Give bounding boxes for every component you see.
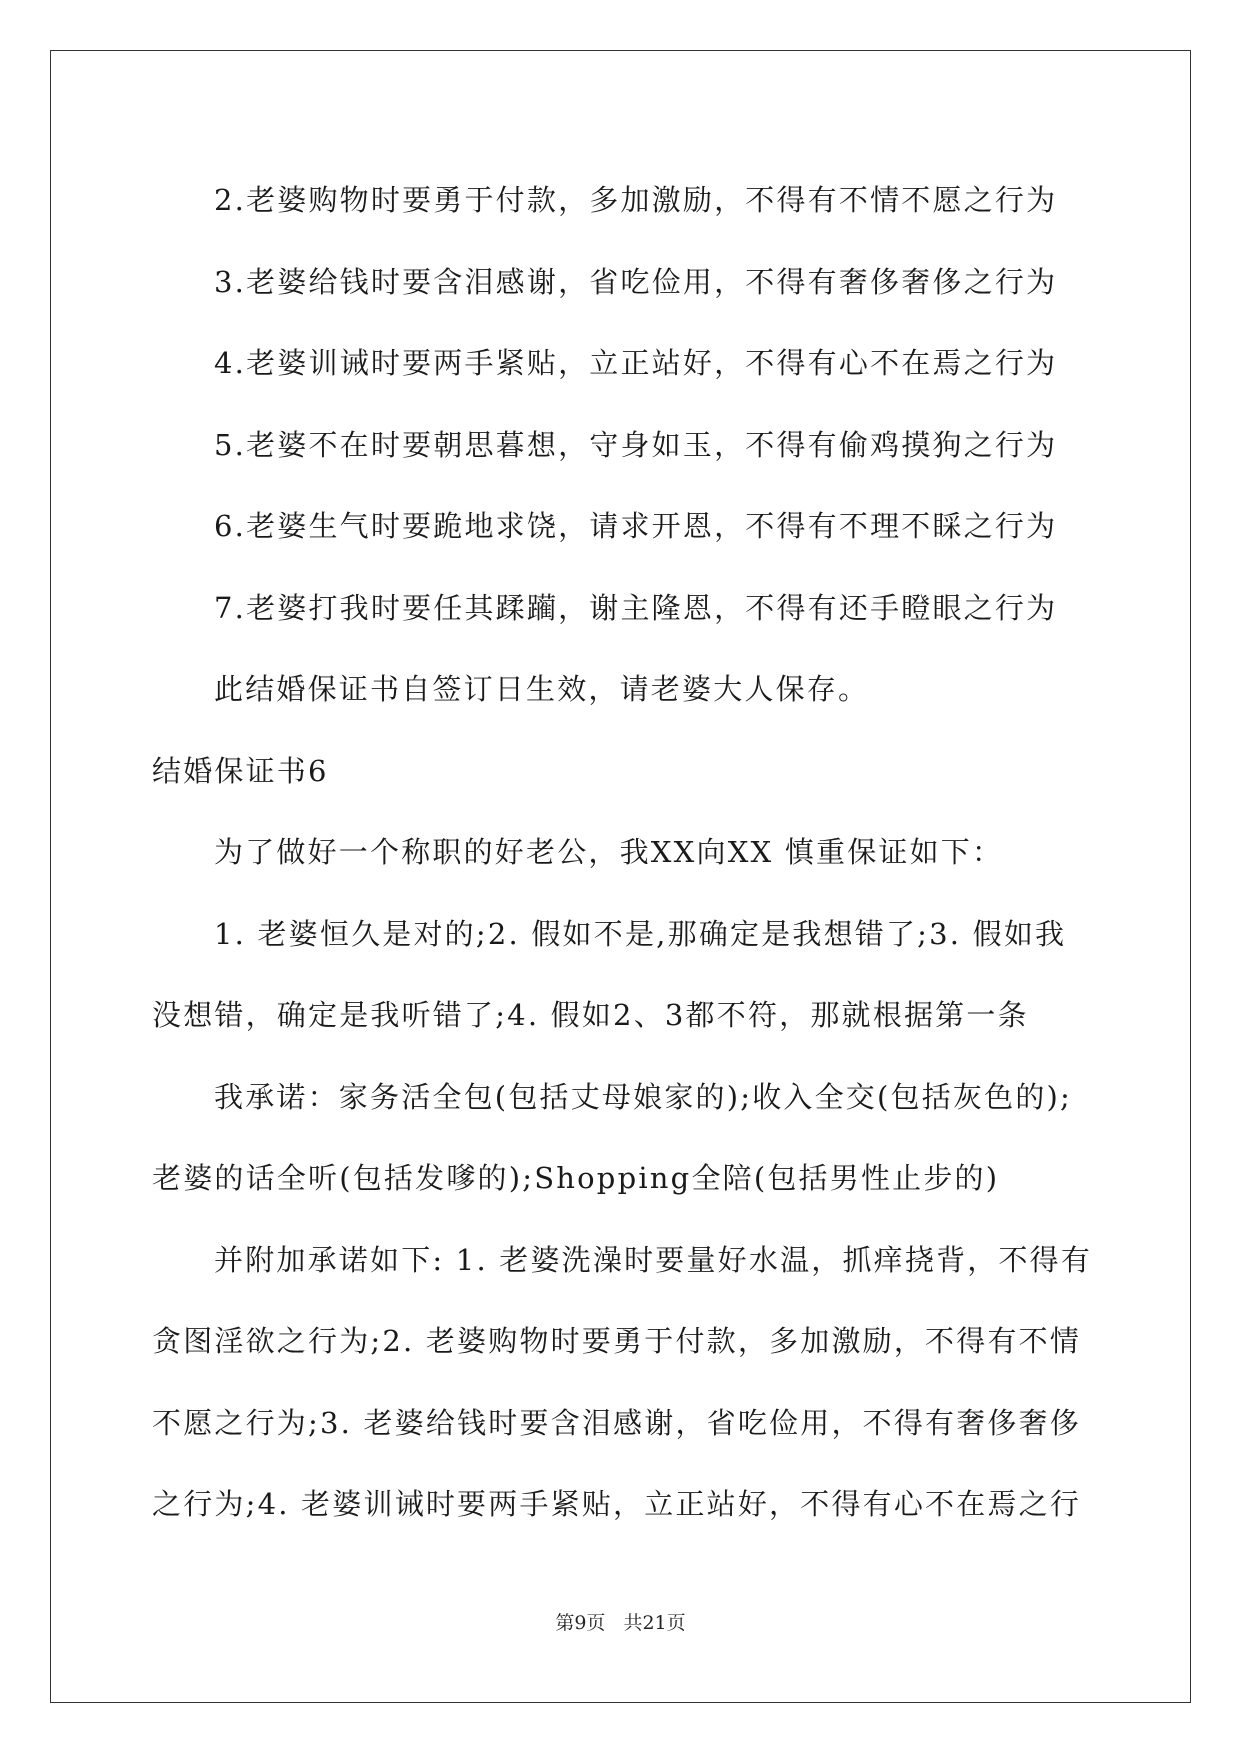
paragraph-line: 不愿之行为;3. 老婆给钱时要含泪感谢，省吃俭用，不得有奢侈奢侈 [152, 1405, 1082, 1440]
paragraph-line: 并附加承诺如下: 1. 老婆洗澡时要量好水温，抓痒挠背，不得有 [214, 1242, 1093, 1277]
paragraph-line: 2.老婆购物时要勇于付款，多加激励，不得有不情不愿之行为 [214, 183, 1058, 217]
paragraph-line: 没想错，确定是我听错了;4. 假如2、3都不符，那就根据第一条 [152, 998, 1029, 1032]
paragraph-line: 之行为;4. 老婆训诫时要两手紧贴，立正站好，不得有心不在焉之行 [152, 1487, 1082, 1521]
page-total: 共21页 [623, 1612, 686, 1634]
page-number: 第9页 [555, 1612, 606, 1634]
paragraph-line: 4.老婆训诫时要两手紧贴，立正站好，不得有心不在焉之行为 [214, 346, 1058, 380]
paragraph-line: 贪图淫欲之行为;2. 老婆购物时要勇于付款，多加激励，不得有不情 [152, 1324, 1082, 1358]
section-heading: 结婚保证书6 [152, 753, 329, 788]
paragraph-line: 为了做好一个称职的好老公，我XX向XX 慎重保证如下： [214, 835, 1004, 869]
paragraph-line: 3.老婆给钱时要含泪感谢，省吃俭用，不得有奢侈奢侈之行为 [214, 264, 1058, 299]
paragraph-line: 此结婚保证书自签订日生效，请老婆大人保存。 [214, 672, 870, 706]
paragraph-line: 5.老婆不在时要朝思暮想，守身如玉，不得有偷鸡摸狗之行为 [214, 427, 1058, 462]
paragraph-line: 1. 老婆恒久是对的;2. 假如不是,那确定是我想错了;3. 假如我 [214, 916, 1067, 951]
paragraph-line: 老婆的话全听(包括发嗲的);Shopping全陪(包括男性止步的) [152, 1161, 1000, 1195]
document-body [152, 160, 1092, 1546]
page-footer [0, 1608, 1241, 1635]
paragraph-line: 我承诺：家务活全包(包括丈母娘家的);收入全交(包括灰色的); [214, 1079, 1072, 1114]
paragraph-line: 6.老婆生气时要跪地求饶，请求开恩，不得有不理不睬之行为 [214, 509, 1058, 543]
paragraph-line: 7.老婆打我时要任其蹂躏，谢主隆恩，不得有还手瞪眼之行为 [214, 590, 1058, 625]
